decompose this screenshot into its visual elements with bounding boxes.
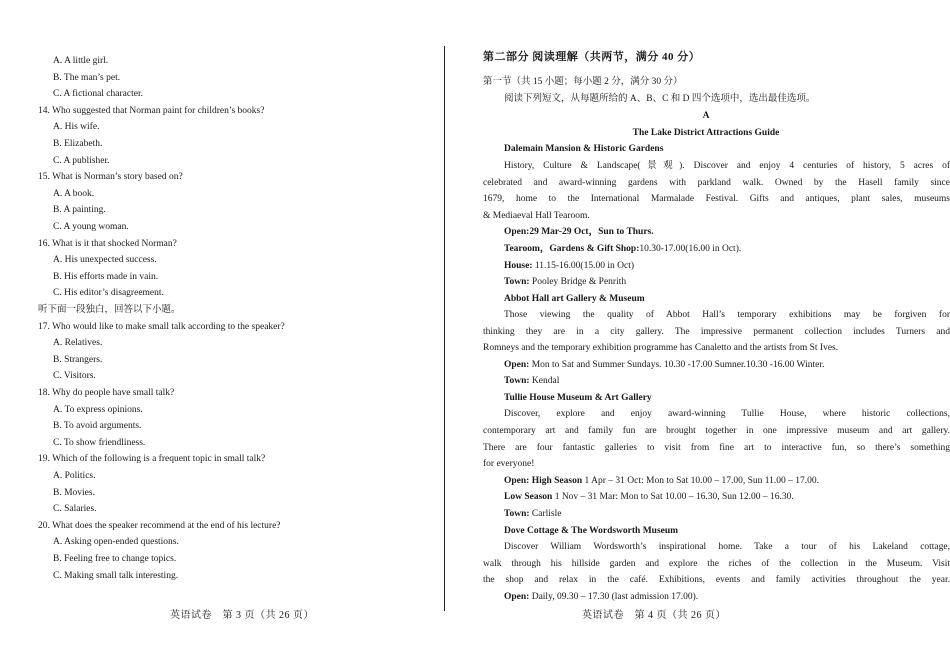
dalemain-house-hours <box>504 260 634 272</box>
tullie-paragraph-line: There are four fantastic galleries to visit from fine art to interactive fun, so there’s something <box>483 443 950 453</box>
info-label: Town: <box>504 277 530 287</box>
dove-paragraph-line: walk through his hillside garden and explore the riches of the collection in the Museum. Visit <box>483 559 950 569</box>
info-label: Town: <box>504 376 530 386</box>
info-value: Pooley Bridge & Penrith <box>529 277 627 287</box>
tullie-low-season <box>504 491 794 503</box>
dalemain-paragraph-line: celebrated and award-winning gardens with parkland walk. Owned by the Hasell family since <box>483 178 950 188</box>
tullie-paragraph-line: contemporary art and family fun are brought together in one impressive museum and art gallery. <box>483 426 950 436</box>
dove-paragraph-line: Discover William Wordsworth’s inspirational home. Take a tour of his Lakeland cottage, <box>504 542 950 552</box>
answer-option: B. To avoid arguments. <box>53 421 142 432</box>
answer-option: B. The man’s pet. <box>53 72 121 83</box>
passage-letter: A <box>702 111 710 121</box>
left-page-footer: 英语试卷 第 3 页（共 26 页） <box>170 610 314 621</box>
info-value: 1 Apr – 31 Oct: Mon to Sat 10.00 – 17.00, Sun 11.00 – 17.00. <box>582 476 820 486</box>
dalemain-paragraph-line: 1679, home to the International Marmalade Festival. Gifts and antiques, plant sales, museums <box>483 194 950 204</box>
left-page <box>0 0 440 671</box>
info-value: Mon to Sat and Summer Sundays. 10.30 -17.00 Sumner.10.30 -16.00 Winter. <box>529 360 825 370</box>
answer-option: B. Movies. <box>53 487 95 498</box>
question-text: 听下面一段独白，回答以下小题。 <box>38 305 181 315</box>
info-label: House: <box>504 261 533 271</box>
dalemain-town <box>504 276 626 288</box>
section-title: 第二部分 阅读理解（共两节，满分 40 分） <box>483 51 701 63</box>
info-label: Low Season <box>504 492 553 502</box>
tullie-paragraph-line: for everyone! <box>483 459 535 469</box>
answer-option: C. To show friendliness. <box>53 437 146 448</box>
info-value: Daily, 09.30 – 17.30 (last admission 17.00). <box>529 592 699 602</box>
right-page <box>462 0 950 671</box>
answer-option: B. A painting. <box>53 205 106 216</box>
info-value: 10.30-17.00(16.00 in Oct). <box>639 244 742 254</box>
info-label: Open: <box>504 360 530 370</box>
dalemain-open: Open:29 Mar-29 Oct，Sun to Thurs. <box>504 227 654 237</box>
info-value: Kendal <box>529 376 560 386</box>
abbot-town <box>504 375 559 387</box>
answer-option: C. Salaries. <box>53 504 97 515</box>
attraction-heading-dalemain: Dalemain Mansion & Historic Gardens <box>504 144 664 154</box>
answer-option: A. A book. <box>53 188 95 199</box>
attraction-heading-tullie: Tullie House Museum & Art Gallery <box>504 393 652 403</box>
tullie-town <box>504 508 561 520</box>
abbot-paragraph-line: Romneys and the temporary exhibition programme has Canaletto and the artists from St Ives. <box>483 343 839 353</box>
answer-option: C. His editor’s disagreement. <box>53 288 164 299</box>
tullie-paragraph-line: Discover, explore and enjoy award-winning Tullie House, where historic collections, <box>504 409 950 419</box>
abbot-paragraph-line: Those viewing the quality of Abbot Hall’s temporary exhibitions may be forgiven for <box>504 310 950 320</box>
tullie-high-season <box>504 475 819 487</box>
answer-option: B. Feeling free to change topics. <box>53 554 177 564</box>
answer-option: C. A young woman. <box>53 222 129 232</box>
answer-option: B. Elizabeth. <box>53 139 103 149</box>
dove-paragraph-line: the shop and relax in the café. Exhibitions, events and family activities throughout the year. <box>483 575 950 585</box>
attraction-heading-dove: Dove Cottage & The Wordsworth Museum <box>504 526 679 536</box>
info-value: 1 Nov – 31 Mar: Mon to Sat 10.00 – 16.30, Sun 12.00 – 16.30. <box>552 492 794 502</box>
info-label: Town: <box>504 509 530 519</box>
abbot-paragraph-line: thinking they are in a city gallery. The impressive permanent collection includes Turners and <box>483 327 950 337</box>
info-value: Carlisle <box>529 509 562 519</box>
question-text: 15. What is Norman’s story based on? <box>38 172 183 183</box>
page-divider <box>444 46 445 611</box>
answer-option: B. His efforts made in vain. <box>53 271 159 282</box>
answer-option: A. Politics. <box>53 471 96 481</box>
question-text: 19. Which of the following is a frequent topic in small talk? <box>38 454 266 465</box>
guide-title: The Lake District Attractions Guide <box>632 128 780 138</box>
answer-option: C. Visitors. <box>53 371 96 382</box>
subsection-title: 第一节（共 15 小题；每小题 2 分，满分 30 分） <box>483 77 683 87</box>
question-text: 20. What does the speaker recommend at the end of his lecture? <box>38 520 281 531</box>
question-text: 17. Who would like to make small talk according to the speaker? <box>38 321 285 332</box>
answer-option: C. Making small talk interesting. <box>53 570 179 581</box>
question-text: 14. Who suggested that Norman paint for children’s books? <box>38 105 265 116</box>
question-text: 16. What is it that shocked Norman? <box>38 238 177 249</box>
answer-option: C. A publisher. <box>53 155 110 166</box>
info-label: Open: High Season <box>504 476 583 486</box>
dalemain-tearoom-hours <box>504 243 741 255</box>
answer-option: A. A little girl. <box>53 56 109 66</box>
answer-option: A. Asking open-ended questions. <box>53 537 179 548</box>
answer-option: A. To express opinions. <box>53 404 143 415</box>
dove-open <box>504 591 698 603</box>
instruction: 阅读下列短文，从每题所给的 A、B、C 和 D 四个选项中，选出最佳选项。 <box>504 94 816 104</box>
answer-option: B. Strangers. <box>53 354 103 365</box>
answer-option: A. His wife. <box>53 122 100 133</box>
right-page-footer: 英语试卷 第 4 页（共 26 页） <box>582 610 726 621</box>
abbot-open <box>504 359 824 371</box>
answer-option: A. His unexpected success. <box>53 255 157 266</box>
attraction-heading-abbot: Abbot Hall art Gallery & Museum <box>504 294 645 304</box>
dalemain-paragraph-line: History, Culture & Landscape(景观). Discover and enjoy 4 centuries of history, 5 acres of <box>504 161 950 171</box>
question-text: 18. Why do people have small talk? <box>38 388 175 398</box>
answer-option: C. A fictional character. <box>53 89 143 100</box>
answer-option: A. Relatives. <box>53 338 103 349</box>
info-value: 11.15-16.00(15.00 in Oct) <box>532 261 634 271</box>
info-label: Tearoom，Gardens & Gift Shop: <box>504 244 640 254</box>
info-label: Open: <box>504 592 530 602</box>
dalemain-paragraph-line: & Mediaeval Hall Tearoom. <box>483 211 590 221</box>
